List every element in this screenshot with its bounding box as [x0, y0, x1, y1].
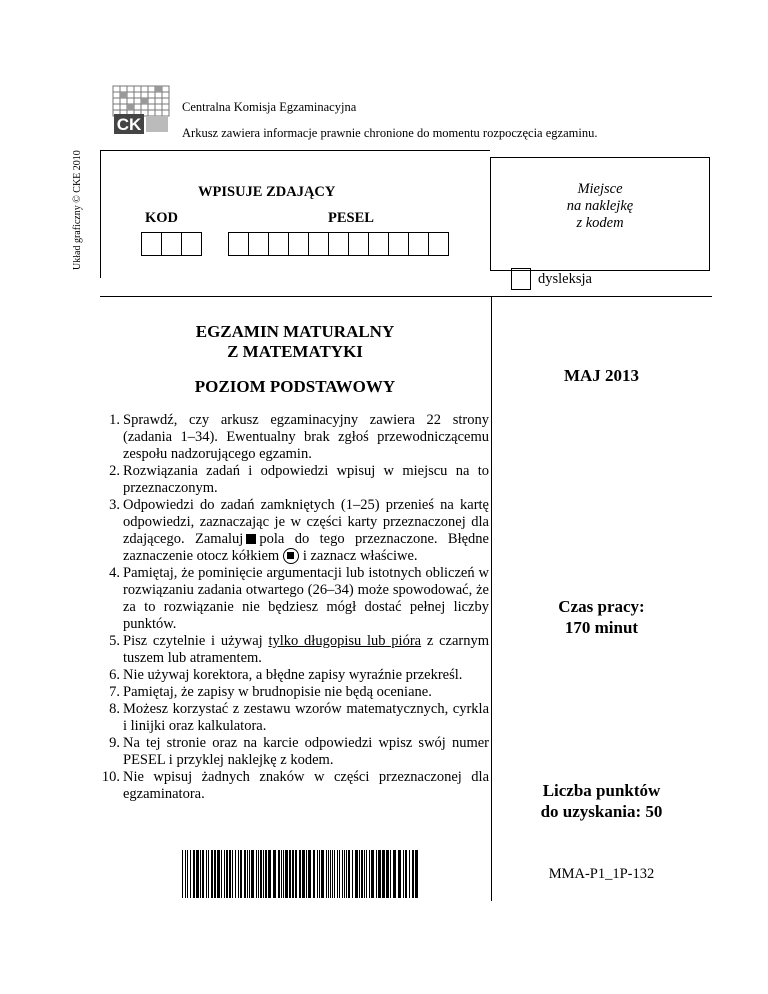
barcode-bar	[346, 850, 347, 898]
barcode-bar	[334, 850, 335, 898]
pesel-cell[interactable]	[388, 232, 409, 256]
frame-divider-top	[100, 150, 490, 151]
institution-name: Centralna Komisja Egzaminacyjna	[182, 100, 357, 114]
candidate-section-title: WPISUJE ZDAJĄCY	[198, 184, 336, 200]
barcode-bar	[187, 850, 188, 898]
exam-time-label: Czas pracy:	[558, 597, 645, 616]
barcode-bar	[352, 850, 353, 898]
code-sticker-area	[490, 157, 710, 271]
barcode-bar	[306, 850, 307, 898]
barcode-bar	[415, 850, 418, 898]
barcode-bar	[260, 850, 262, 898]
barcode-bar	[342, 850, 343, 898]
barcode-bar	[283, 850, 284, 898]
barcode-bar	[251, 850, 254, 898]
pesel-cell[interactable]	[408, 232, 429, 256]
barcode-bar	[386, 850, 389, 898]
pesel-label: PESEL	[328, 210, 374, 226]
pesel-cell[interactable]	[248, 232, 269, 256]
barcode-bar	[256, 850, 257, 898]
barcode-bar	[268, 850, 271, 898]
barcode-bar	[238, 850, 239, 898]
pesel-cell[interactable]	[268, 232, 289, 256]
barcode-bar	[240, 850, 242, 898]
exam-code: MMA-P1_1P-132	[548, 866, 655, 882]
protection-notice: Arkusz zawiera informacje prawnie chronione do momentu rozpoczęcia egzaminu.	[182, 126, 598, 140]
barcode-bar	[339, 850, 340, 898]
instruction-item: 2. Rozwiązania zadań i odpowiedzi wpisuj w miejscu na to przeznaczonym.	[109, 463, 489, 496]
exam-title	[100, 322, 490, 362]
instruction-item: 9. Na tej stronie oraz na karcie odpowiedzi wpisz swój numer PESEL i przyklej naklejkę z kodem.	[109, 735, 489, 768]
instruction-item: 6. Nie używaj korektora, a błędne zapisy wyraźnie przekreśl.	[109, 667, 463, 683]
barcode-bar	[263, 850, 264, 898]
filled-square-icon	[246, 534, 256, 544]
barcode-bar	[371, 850, 374, 898]
exam-time-value: 170 minut	[564, 618, 639, 637]
barcode-bar	[265, 850, 267, 898]
barcode-bar	[214, 850, 216, 898]
barcode-bar	[369, 850, 370, 898]
instructions-list	[103, 412, 489, 803]
barcode-bar	[247, 850, 248, 898]
barcode-bar	[244, 850, 246, 898]
barcode-bar	[398, 850, 401, 898]
barcode-bar	[326, 850, 327, 898]
barcode-bar	[224, 850, 225, 898]
frame-divider-left	[100, 150, 101, 278]
graphic-credit: Układ graficzny © CKE 2010	[72, 150, 83, 270]
barcode-bar	[405, 850, 407, 898]
barcode-bar	[235, 850, 236, 898]
barcode-bar	[308, 850, 311, 898]
pesel-cell[interactable]	[288, 232, 309, 256]
kod-label: KOD	[145, 210, 179, 226]
barcode-bar	[317, 850, 318, 898]
barcode-bar	[278, 850, 280, 898]
barcode-bar	[382, 850, 385, 898]
exam-session: MAJ 2013	[563, 366, 640, 385]
barcode-bar	[393, 850, 396, 898]
instruction-item: 10. Nie wpisuj żadnych znaków w części przeznaczonej dla egzaminatora.	[101, 769, 489, 802]
exam-level: POZIOM PODSTAWOWY	[194, 377, 396, 396]
barcode-bar	[366, 850, 367, 898]
pesel-cell[interactable]	[368, 232, 389, 256]
kod-input-boxes[interactable]	[141, 232, 201, 256]
barcode-bar	[211, 850, 213, 898]
barcode-bar	[281, 850, 282, 898]
exam-time	[491, 596, 712, 638]
barcode-bar	[221, 850, 222, 898]
barcode-bar	[364, 850, 365, 898]
barcode	[180, 850, 422, 898]
instruction-item: 4. Pamiętaj, że pominięcie argumentacji lub istotnych obliczeń w rozwiązaniu zadania otwartego (26–34) może spowodować, że za to rozwiązanie nie będziesz mógł dostać pełnej liczby punktów.	[109, 565, 489, 632]
instruction-item: 8. Możesz korzystać z zestawu wzorów matematycznych, cyrkla i linijki oraz kalkulatora.	[109, 701, 489, 734]
sticker-line-1: Miejsce	[577, 181, 623, 197]
pesel-cell[interactable]	[228, 232, 249, 256]
dyslexia-label: dysleksja	[538, 271, 592, 287]
cke-logo	[110, 84, 172, 136]
barcode-bar	[185, 850, 186, 898]
barcode-bar	[182, 850, 183, 898]
exam-points-label: Liczba punktów	[542, 781, 661, 800]
barcode-bar	[226, 850, 228, 898]
barcode-bar	[285, 850, 288, 898]
barcode-bar	[328, 850, 329, 898]
barcode-bar	[273, 850, 276, 898]
barcode-bar	[330, 850, 331, 898]
barcode-bar	[200, 850, 201, 898]
barcode-bar	[412, 850, 414, 898]
barcode-bar	[348, 850, 350, 898]
dyslexia-checkbox[interactable]	[511, 268, 531, 290]
barcode-bar	[321, 850, 324, 898]
kod-cell[interactable]	[161, 232, 182, 256]
barcode-bar	[208, 850, 209, 898]
pesel-cell[interactable]	[328, 232, 349, 256]
pesel-input-boxes[interactable]	[228, 232, 448, 256]
barcode-bar	[376, 850, 377, 898]
circled-square-icon	[283, 548, 299, 564]
barcode-bar	[355, 850, 358, 898]
barcode-bar	[232, 850, 233, 898]
pesel-cell[interactable]	[428, 232, 449, 256]
barcode-bar	[206, 850, 207, 898]
kod-cell[interactable]	[181, 232, 202, 256]
barcode-bar	[361, 850, 363, 898]
pesel-cell[interactable]	[308, 232, 329, 256]
pesel-cell[interactable]	[348, 232, 369, 256]
barcode-bar	[302, 850, 305, 898]
exam-title-line-2: Z MATEMATYKI	[227, 342, 363, 361]
barcode-bar	[344, 850, 345, 898]
barcode-bar	[337, 850, 338, 898]
barcode-bar	[378, 850, 381, 898]
frame-divider-main	[100, 296, 712, 297]
barcode-bar	[332, 850, 333, 898]
barcode-bar	[217, 850, 220, 898]
logo-text: CK	[116, 115, 142, 134]
barcode-bar	[299, 850, 301, 898]
exam-points	[491, 780, 712, 822]
barcode-bar	[190, 850, 191, 898]
barcode-bar	[289, 850, 291, 898]
barcode-bar	[295, 850, 297, 898]
instruction-item: 7. Pamiętaj, że zapisy w brudnopisie nie będą oceniane.	[109, 684, 432, 700]
barcode-bar	[249, 850, 250, 898]
barcode-bar	[359, 850, 360, 898]
kod-cell[interactable]	[141, 232, 162, 256]
instruction-item: 5. Pisz czytelnie i używaj tylko długopisu lub pióra z czarnym tuszem lub atramentem.	[109, 633, 489, 666]
instruction-item: 1. Sprawdź, czy arkusz egzaminacyjny zawiera 22 strony (zadania 1–34). Ewentualny brak zgłoś przewodniczącemu zespołu nadzorującego egzamin.	[109, 412, 489, 462]
barcode-bar	[313, 850, 315, 898]
sticker-line-3: z kodem	[576, 215, 624, 231]
barcode-bar	[196, 850, 199, 898]
barcode-bar	[229, 850, 231, 898]
barcode-bar	[292, 850, 294, 898]
barcode-bar	[403, 850, 404, 898]
exam-title-line-1: EGZAMIN MATURALNY	[195, 322, 395, 341]
barcode-bar	[258, 850, 259, 898]
barcode-bar	[193, 850, 195, 898]
instruction-item: 3. Odpowiedzi do zadań zamkniętych (1–25) przenieś na kartę odpowiedzi, zaznaczając je w części karty przeznaczonej dla zdającego. Zamaluj pola do tego przeznaczone. Błędne zaznaczenie otocz kółkiem i zaznacz właściwe.	[109, 497, 489, 564]
sticker-line-2: na naklejkę	[566, 198, 634, 214]
barcode-bar	[202, 850, 204, 898]
barcode-bar	[390, 850, 391, 898]
barcode-bar	[409, 850, 410, 898]
barcode-bar	[319, 850, 320, 898]
exam-points-value: do uzyskania: 50	[540, 802, 663, 821]
